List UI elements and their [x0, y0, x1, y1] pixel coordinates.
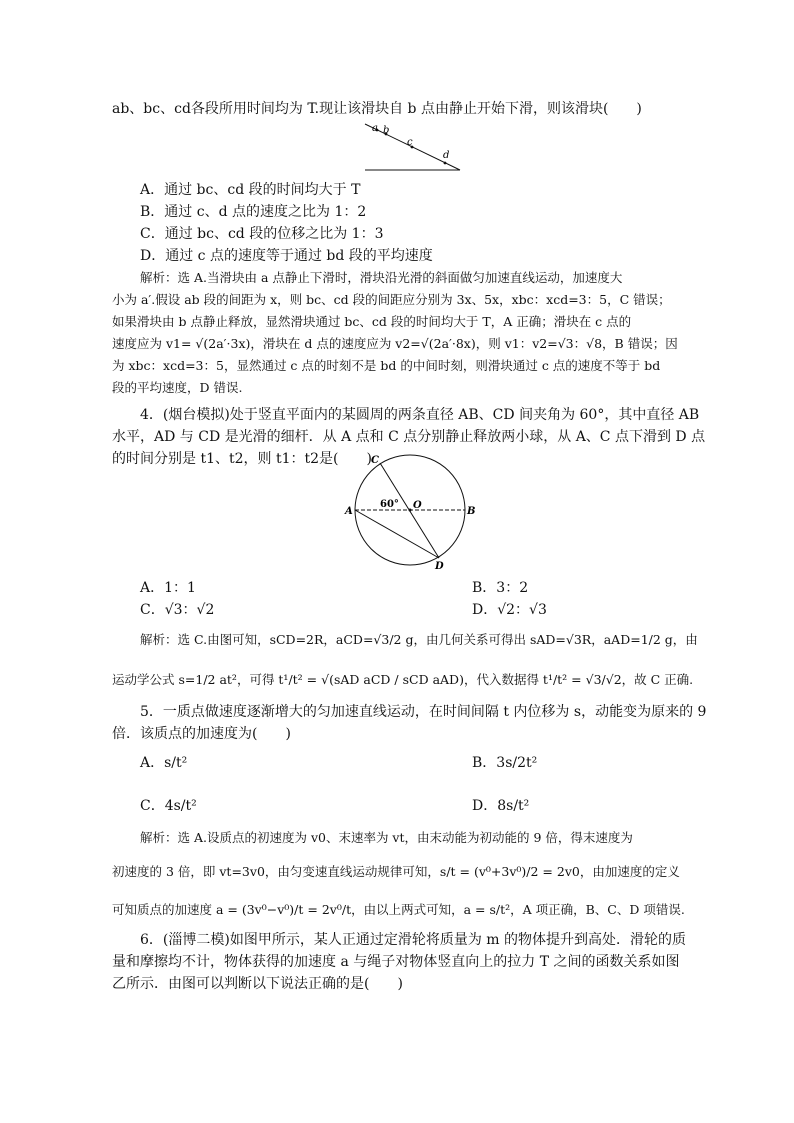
q5-analysis-line: 可知质点的加速度 a = (3v⁰−v⁰)/t = 2v⁰/t，由以上两式可知，a = s/t²，A 项正确，B、C、D 项错误. — [112, 902, 685, 917]
q3-analysis-line: 段的平均速度，D 错误. — [112, 380, 243, 395]
label-c: c — [407, 137, 413, 148]
label-b: b — [383, 125, 390, 136]
q4-option-d: D．√2：√3 — [472, 602, 547, 618]
q3-analysis-line: 如果滑块由 b 点静止释放，显然滑块通过 bc、cd 段的时间均大于 T，A 正确；滑块在 c 点的 — [112, 314, 632, 329]
q5-stem: 5．一质点做速度逐渐增大的匀加速直线运动，在时间间隔 t 内位移为 s，动能变为原来的 9 — [140, 704, 707, 720]
q3-stem: ab、bc、cd各段所用时间均为 T.现让该滑块自 b 点由静止开始下滑，则该滑块( ) — [112, 101, 642, 117]
q3-analysis-line: 速度应为 v1= √(2a′·3x)，滑块在 d 点的速度应为 v2=√(2a′·8x)，则 v1：v2=√3：√8，B 错误；因 — [112, 336, 678, 351]
q6-stem: 量和摩擦均不计，物体获得的加速度 a 与绳子对物体竖直向上的拉力 T 之间的函数关系如图 — [112, 954, 680, 970]
q3-analysis-line: 小为 a′.假设 ab 段的间距为 x，则 bc、cd 段的间距应分别为 3x、5x，xbc：xcd=3：5，C 错误； — [112, 292, 671, 307]
q5-option-d: D．8s/t² — [472, 798, 530, 814]
label-o: O — [413, 500, 422, 511]
q5-analysis-line: 解析：选 A.设质点的初速度为 v0、末速率为 vt，由末动能为初动能的 9 倍，得末速度为 — [140, 830, 633, 845]
q4-analysis-line: 运动学公式 s=1/2 at²，可得 t¹/t² = √(sAD aCD / sCD aAD)，代入数据得 t¹/t² = √3/√2，故 C 正确. — [112, 672, 694, 687]
q5-option-a: A．s/t² — [140, 755, 188, 771]
label-d: D — [435, 561, 444, 572]
q4-stem: 的时间分别是 t1、t2，则 t1：t2是( ) — [112, 451, 372, 467]
circle-figure — [340, 450, 480, 575]
label-b: B — [467, 506, 476, 517]
q4-option-b: B．3：2 — [472, 580, 529, 596]
q4-analysis-line: 解析：选 C.由图可知，sCD=2R，aCD=√3/2 g，由几何关系可得出 sAD=√3R，aAD=1/2 g，由 — [140, 632, 698, 647]
incline-figure — [355, 122, 465, 174]
q3-option-d: D．通过 c 点的速度等于通过 bd 段的平均速度 — [140, 248, 433, 264]
angle-label: 60° — [380, 499, 399, 510]
q4-stem: 水平，AD 与 CD 是光滑的细杆．从 A 点和 C 点分别静止释放两小球，从 A、C 点下滑到 D 点 — [112, 429, 706, 445]
label-a: a — [372, 123, 378, 134]
q5-analysis-line: 初速度的 3 倍，即 vt=3v0，由匀变速直线运动规律可知，s/t = (v⁰+3v⁰)/2 = 2v0，由加速度的定义 — [112, 864, 680, 879]
label-c: C — [371, 455, 379, 466]
q4-option-c: C．√3：√2 — [140, 602, 215, 618]
q3-option-c: C．通过 bc、cd 段的位移之比为 1：3 — [140, 226, 384, 242]
q4-stem: 4．(烟台模拟)处于竖直平面内的某圆周的两条直径 AB、CD 间夹角为 60°，其中直径 AB — [140, 407, 700, 423]
point-d — [444, 162, 447, 165]
q5-option-b: B．3s/2t² — [472, 755, 538, 771]
q3-analysis-line: 为 xbc：xcd=3：5，显然通过 c 点的时刻不是 bd 的中间时刻，则滑块通过 c 点的速度不等于 bd — [112, 358, 661, 373]
q4-option-a: A．1：1 — [140, 580, 196, 596]
q5-stem: 倍．该质点的加速度为( ) — [112, 726, 291, 742]
label-a: A — [345, 506, 353, 517]
q3-option-a: A．通过 bc、cd 段的时间均大于 T — [140, 182, 361, 198]
q3-option-b: B．通过 c、d 点的速度之比为 1：2 — [140, 204, 367, 220]
q5-option-c: C．4s/t² — [140, 798, 197, 814]
label-d: d — [443, 150, 450, 161]
q3-analysis-line: 解析：选 A.当滑块由 a 点静止下滑时，滑块沿光滑的斜面做匀加速直线运动，加速度大 — [140, 270, 623, 285]
q6-stem: 乙所示．由图可以判断以下说法正确的是( ) — [112, 976, 403, 992]
q6-stem: 6．(淄博二模)如图甲所示，某人正通过定滑轮将质量为 m 的物体提升到高处．滑轮的质 — [140, 932, 687, 948]
